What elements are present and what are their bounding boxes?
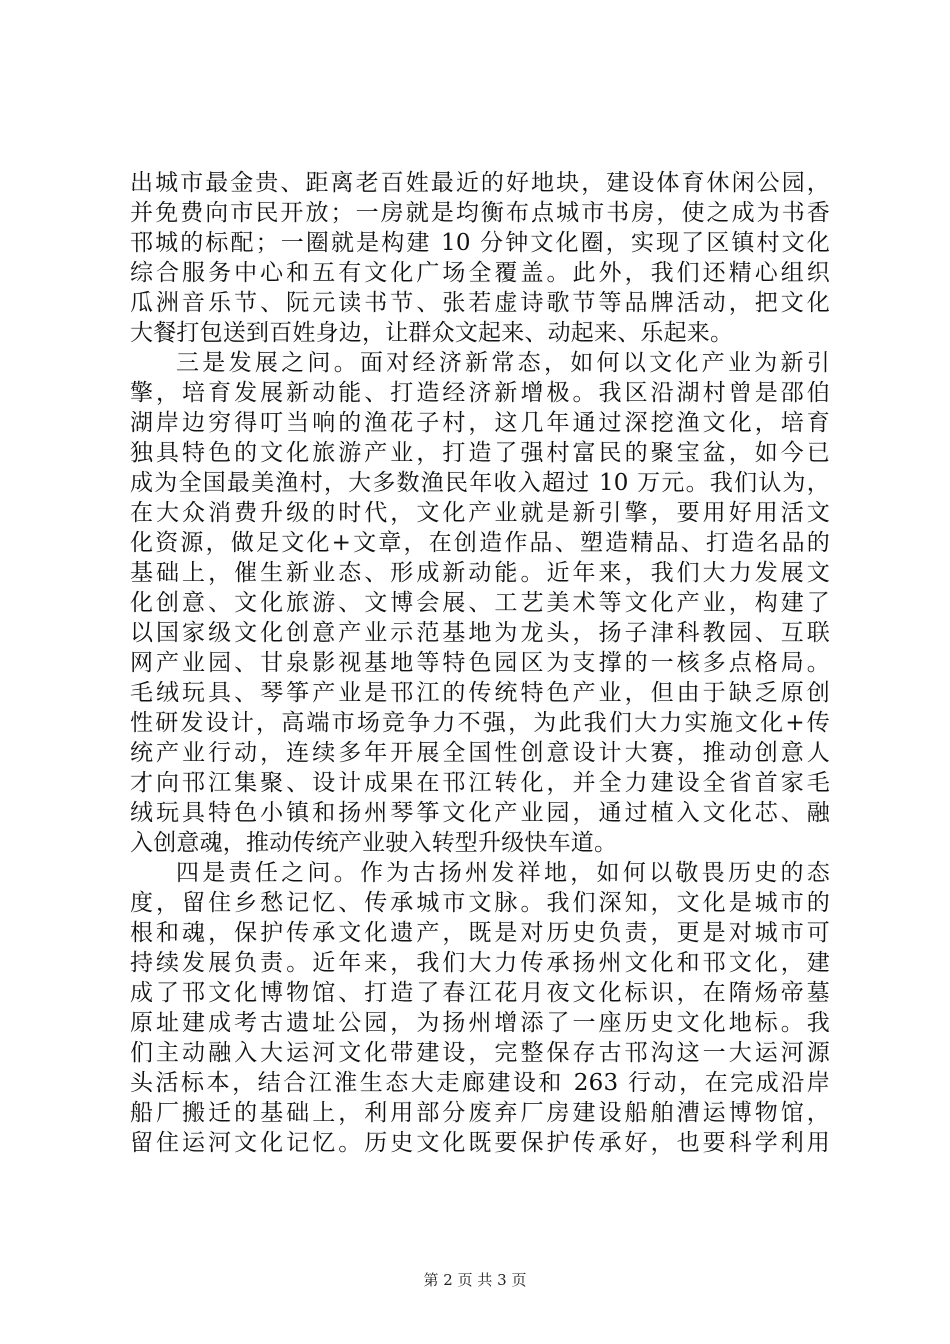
text-line: 统产业行动，连续多年开展全国性创意设计大赛，推动创意人	[130, 740, 830, 766]
paragraph-start-line: 四是责任之问。作为古扬州发祥地，如何以敬畏历史的态	[176, 860, 830, 886]
paragraph-start-line: 三是发展之问。面对经济新常态，如何以文化产业为新引	[176, 350, 830, 376]
text-line: 头活标本，结合江淮生态大走廊建设和 263 行动，在完成沿岸	[130, 1070, 830, 1096]
text-line: 根和魂，保护传承文化遗产，既是对历史负责，更是对城市可	[130, 920, 830, 946]
text-line: 入创意魂，推动传统产业驶入转型升级快车道。	[130, 830, 618, 856]
text-line: 毛绒玩具、琴筝产业是邗江的传统特色产业，但由于缺乏原创	[130, 680, 830, 706]
text-line: 原址建成考古遗址公园，为扬州增添了一座历史文化地标。我	[130, 1010, 830, 1036]
text-line: 成了邗文化博物馆、打造了春江花月夜文化标识，在隋炀帝墓	[130, 980, 830, 1006]
text-line: 以国家级文化创意产业示范基地为龙头，扬子津科教园、互联	[130, 620, 830, 646]
text-line: 擎，培育发展新动能、打造经济新增极。我区沿湖村曾是邵伯	[130, 380, 830, 406]
text-line: 出城市最金贵、距离老百姓最近的好地块，建设体育休闲公园，	[130, 170, 830, 196]
text-line: 成为全国最美渔村，大多数渔民年收入超过 10 万元。我们认为，	[130, 470, 830, 496]
page-number-footer: 第 2 页 共 3 页	[423, 1271, 527, 1289]
text-line: 化创意、文化旅游、文博会展、工艺美术等文化产业，构建了	[130, 590, 830, 616]
text-line: 才向邗江集聚、设计成果在邗江转化，并全力建设全省首家毛	[130, 770, 830, 796]
text-line: 在大众消费升级的时代，文化产业就是新引擎，要用好用活文	[130, 500, 830, 526]
text-line: 度，留住乡愁记忆、传承城市文脉。我们深知，文化是城市的	[130, 890, 830, 916]
text-line: 们主动融入大运河文化带建设，完整保存古邗沟这一大运河源	[130, 1040, 830, 1066]
text-line: 网产业园、甘泉影视基地等特色园区为支撑的一核多点格局。	[130, 650, 830, 676]
body-text	[130, 168, 830, 1158]
text-line: 基础上，催生新业态、形成新动能。近年来，我们大力发展文	[130, 560, 830, 586]
text-line: 化资源，做足文化+文章，在创造作品、塑造精品、打造名品的	[130, 530, 830, 556]
text-line: 大餐打包送到百姓身边，让群众文起来、动起来、乐起来。	[130, 320, 734, 346]
text-line: 留住运河文化记忆。历史文化既要保护传承好，也要科学利用	[130, 1130, 830, 1156]
text-line: 船厂搬迁的基础上，利用部分废弃厂房建设船舶漕运博物馆，	[130, 1100, 830, 1126]
text-line: 独具特色的文化旅游产业，打造了强村富民的聚宝盆，如今已	[130, 440, 830, 466]
text-line: 湖岸边穷得叮当响的渔花子村，这几年通过深挖渔文化，培育	[130, 410, 830, 436]
text-line: 性研发设计，高端市场竞争力不强，为此我们大力实施文化+传	[130, 710, 830, 736]
text-line: 综合服务中心和五有文化广场全覆盖。此外，我们还精心组织	[130, 260, 830, 286]
text-line: 瓜洲音乐节、阮元读书节、张若虚诗歌节等品牌活动，把文化	[130, 290, 830, 316]
text-line: 邗城的标配；一圈就是构建 10 分钟文化圈，实现了区镇村文化	[130, 230, 830, 256]
text-line: 并免费向市民开放；一房就是均衡布点城市书房，使之成为书香	[130, 200, 830, 226]
text-line: 持续发展负责。近年来，我们大力传承扬州文化和邗文化，建	[130, 950, 830, 976]
text-line: 绒玩具特色小镇和扬州琴筝文化产业园，通过植入文化芯、融	[130, 800, 830, 826]
